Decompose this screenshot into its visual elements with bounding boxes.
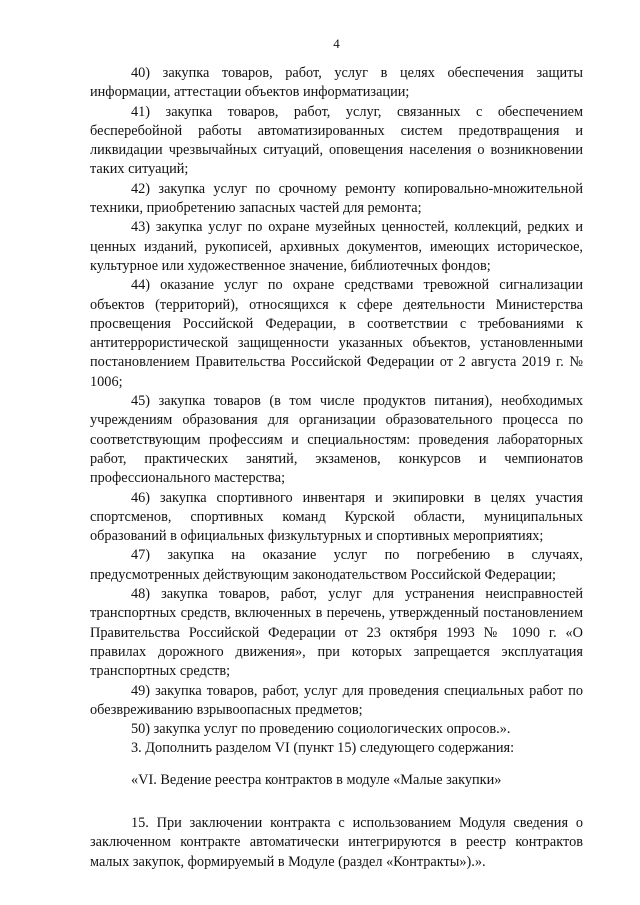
paragraph-item-45: 45) закупка товаров (в том числе продуктов питания), необходимых учреждениям образования для организации образовательного процесса по соответствующим профессиям и специальностям: проведения лабораторных работ, практических занятий, экзаменов, конкурсов и чемпионатов профессионального мастерства; [90, 393, 583, 487]
paragraph-item-43: 43) закупка услуг по охране музейных ценностей, коллекций, редких и ценных изданий, рукописей, архивных документов, имеющих историческое, культурное или художественное значение, библиотечных фондов; [90, 219, 583, 274]
paragraph-item-44: 44) оказание услуг по охране средствами тревожной сигнализации объектов (территорий), относящихся к сфере деятельности Министерства просвещения Российской Федерации, в соответствии с требованиями к антитеррористической защищенности указанных объектов, установленными постановлением Правительства Российской Федерации от 2 августа 2019 г. № 1006; [90, 277, 583, 390]
paragraph-item-49: 49) закупка товаров, работ, услуг для проведения специальных работ по обезвреживанию взрывоопасных предметов; [90, 682, 583, 718]
paragraph-item-42: 42) закупка услуг по срочному ремонту копировально-множительной техники, приобретению запасных частей для ремонта; [90, 180, 583, 217]
paragraph-item-15: 15. При заключении контракта с использованием Модуля сведения о заключенном контракте автоматически интегрируются в реестр контрактов малых закупок, формируемый в Модуле (раздел «Контракты»).». [90, 814, 583, 870]
paragraph-amendment-3: 3. Дополнить разделом VI (пункт 15) следующего содержания: [131, 740, 515, 757]
section-heading: «VI. Ведение реестра контрактов в модуле «Малые закупки» [131, 771, 502, 788]
paragraph-item-47: 47) закупка на оказание услуг по погребению в случаях, предусмотренных действующим законодательством Российской Федерации; [90, 547, 583, 583]
paragraph-item-50: 50) закупка услуг по проведению социологических опросов.». [131, 721, 511, 738]
paragraph-item-46: 46) закупка спортивного инвентаря и экипировки в целях участия спортсменов, спортивных команд Курской области, муниципальных образований в официальных физкультурных и спортивных мероприятиях; [90, 489, 583, 545]
paragraph-item-48: 48) закупка товаров, работ, услуг для устранения неисправностей транспортных средств, включенных в перечень, утвержденный постановлением Правительства Российской Федерации от 23 октября 1993 № 1090 г. «О правилах дорожного движения», при которых запрещается эксплуатация транспортных средств; [90, 586, 583, 680]
paragraph-item-40: 40) закупка товаров, работ, услуг в целях обеспечения защиты информации, аттестации объектов информатизации; [90, 65, 583, 101]
paragraph-item-41: 41) закупка товаров, работ, услуг, связанных с обеспечением бесперебойной работы автоматизированных систем предотвращения и ликвидации чрезвычайных ситуаций, оповещения населения о возникновении таких ситуаций; [90, 103, 583, 178]
page-number: 4 [333, 36, 340, 51]
